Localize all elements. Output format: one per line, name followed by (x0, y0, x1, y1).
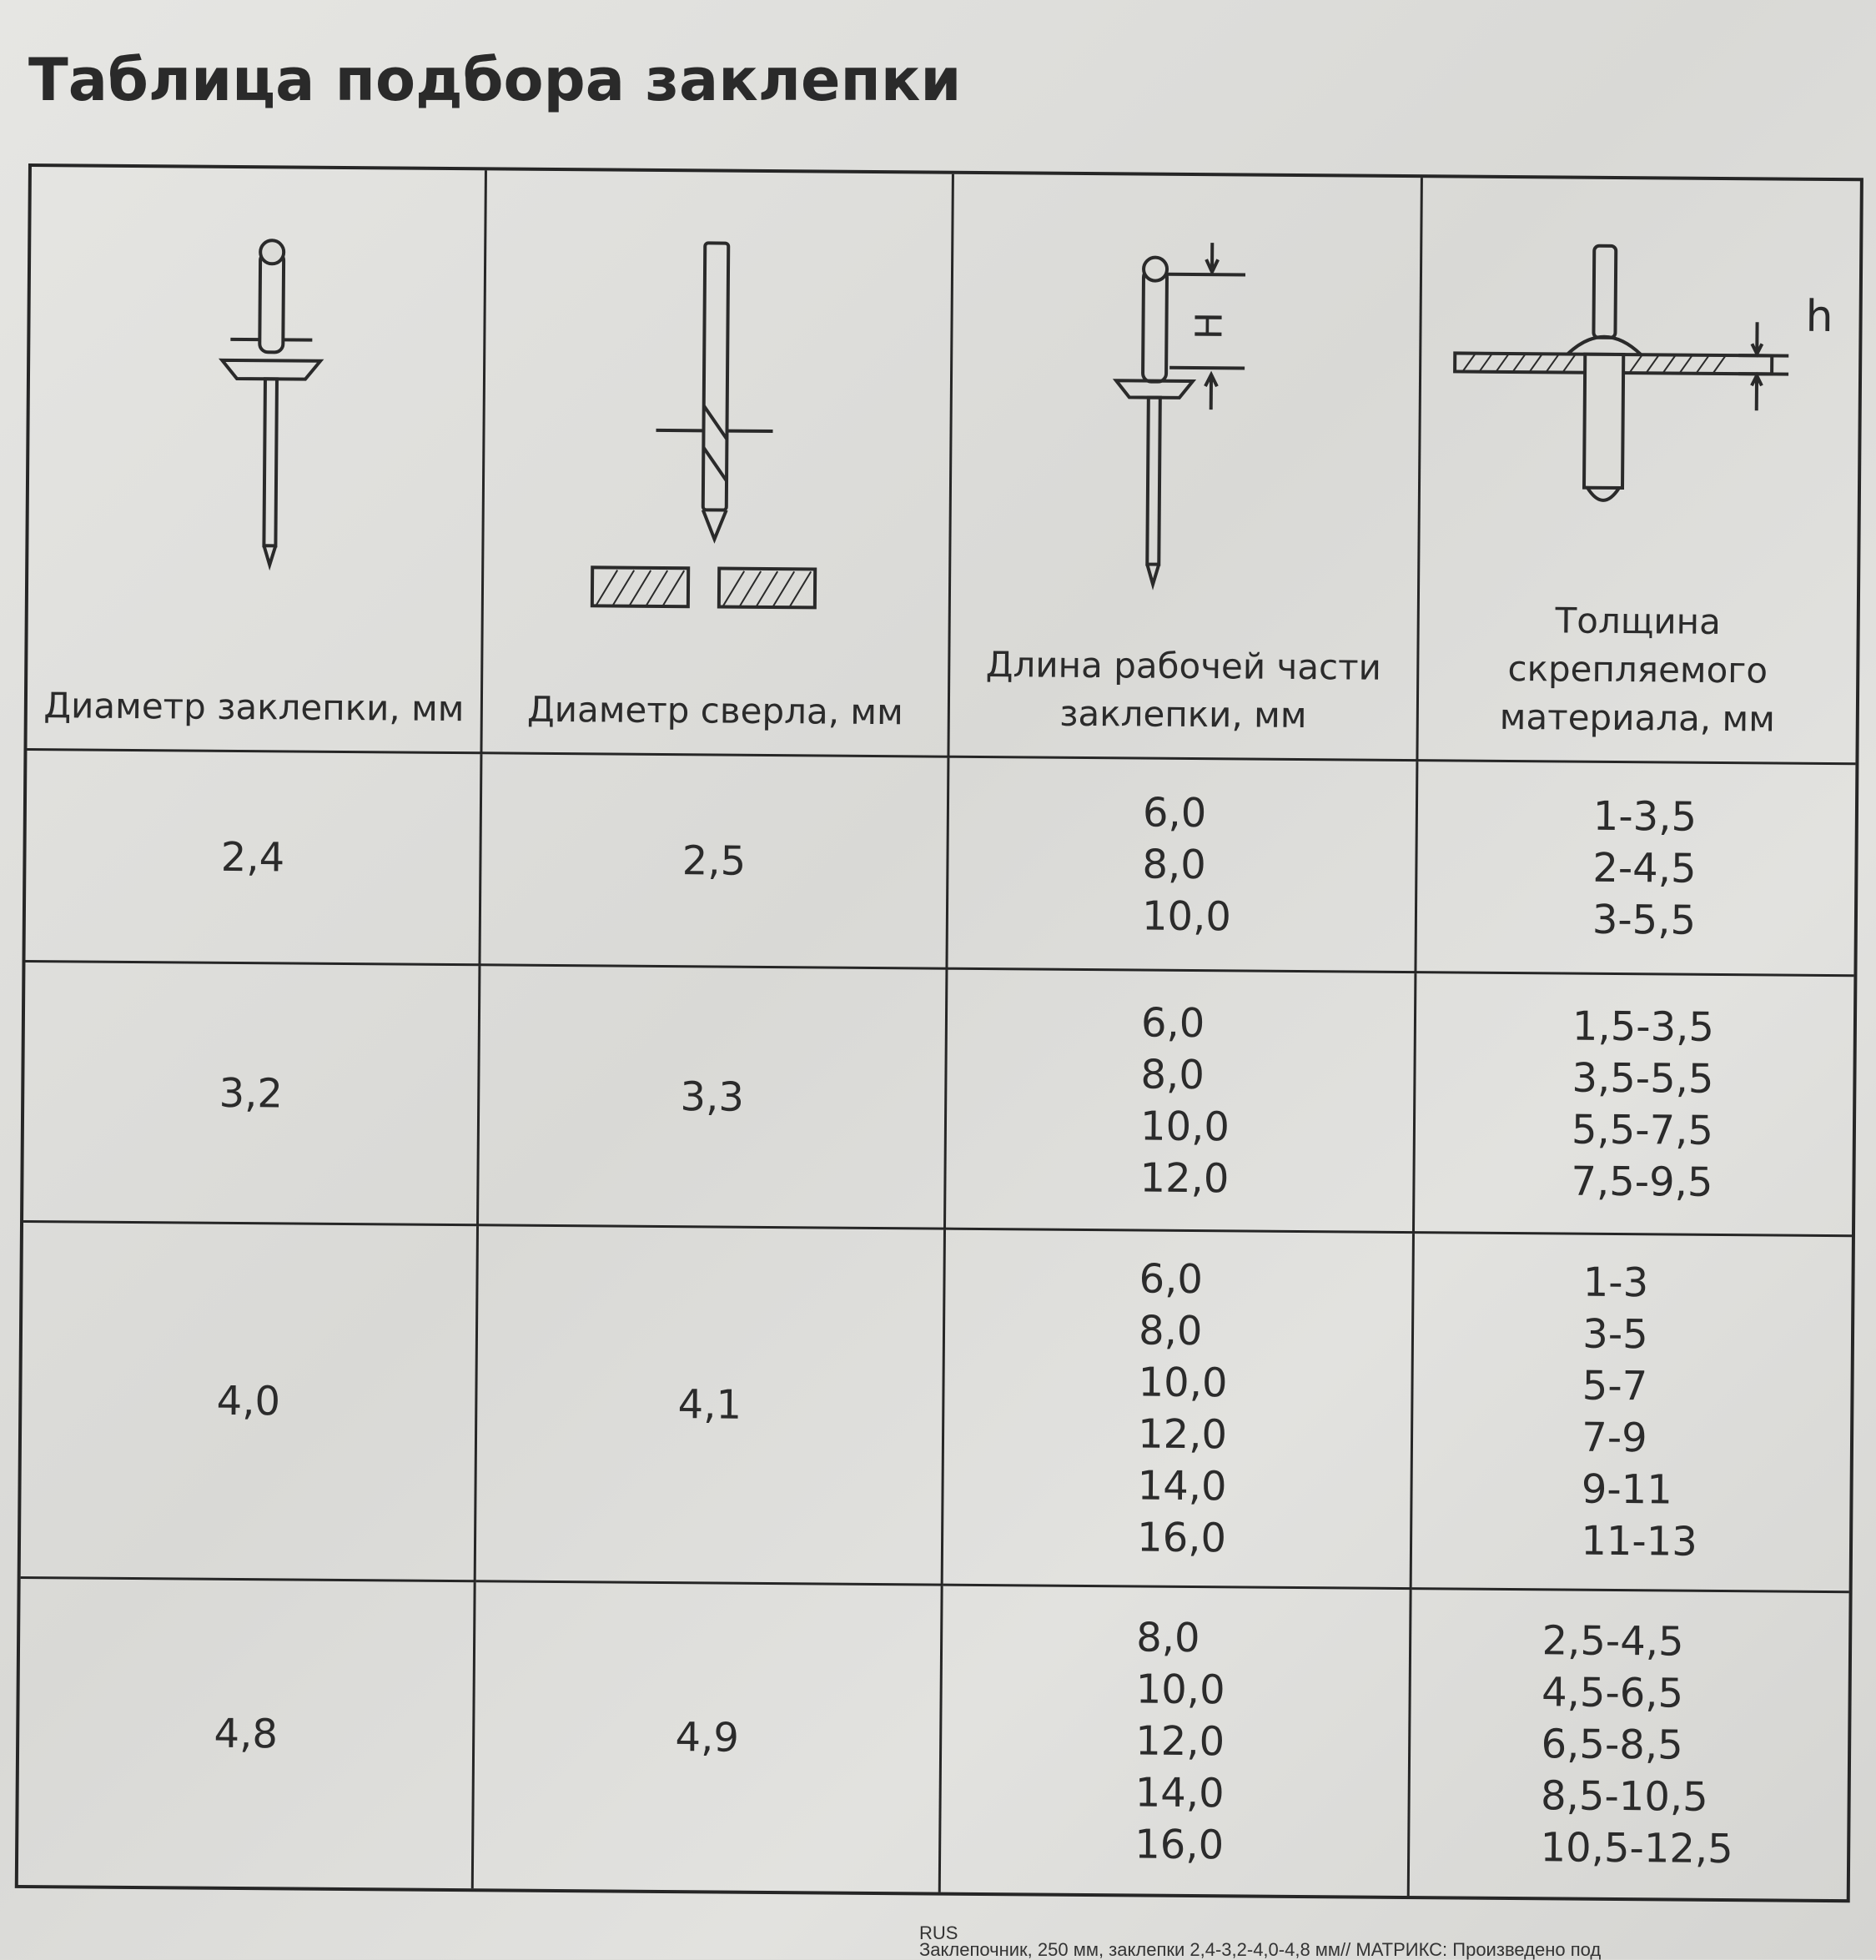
rivet-length-value: 8,0 (1140, 1048, 1205, 1101)
material-thickness-cell (1415, 973, 1853, 1237)
material-thickness-list (1564, 1257, 1699, 1568)
rivet-diameter-value: 4,0 (216, 1378, 280, 1425)
rivet-diameter-cell (21, 1223, 479, 1582)
rivet-length-value: 8,0 (1136, 1611, 1200, 1664)
material-thickness-value: 5-7 (1582, 1360, 1648, 1413)
rivet-length-value: 12,0 (1135, 1715, 1225, 1767)
material-thickness-value: 3-5 (1582, 1309, 1648, 1361)
material-thickness-value: 7-9 (1582, 1412, 1647, 1465)
rivet-length-value: 14,0 (1135, 1767, 1225, 1819)
drill-diameter-value: 3,3 (680, 1073, 744, 1121)
rivet-length-list (1127, 1253, 1229, 1564)
rivet-diameter-value: 4,8 (214, 1710, 278, 1757)
header-label: Толщина скрепляемого материала, мм (1419, 596, 1857, 744)
rivet-diameter-value: 2,4 (221, 833, 285, 881)
rivet-length-value: 8,0 (1139, 1304, 1203, 1357)
material-thickness-value: 9-11 (1582, 1464, 1672, 1516)
footer-note (919, 1925, 1601, 1958)
rivet-length-cell (946, 970, 1416, 1234)
header-material-thickness (1418, 178, 1859, 765)
rivet-length-value: 6,0 (1139, 1254, 1203, 1306)
rivet-length-value: 12,0 (1138, 1408, 1227, 1460)
rivet-length-value: 8,0 (1142, 838, 1206, 891)
rivet-length-value: 12,0 (1139, 1152, 1229, 1204)
rivet-diameter-value: 3,2 (219, 1069, 283, 1117)
rivet-diameter-cell (23, 962, 480, 1226)
header-rivet-diameter (27, 167, 486, 754)
rivet-length-value: 16,0 (1137, 1511, 1226, 1564)
length-marker-label: H (1188, 312, 1230, 339)
rivet-selection-table (15, 163, 1863, 1902)
rivet-length-cell (941, 1586, 1412, 1896)
drill-bit-icon (482, 170, 953, 757)
rivet-length-list (1124, 1611, 1225, 1871)
material-thickness-value: 7,5-9,5 (1571, 1155, 1713, 1208)
material-thickness-icon (1418, 178, 1876, 766)
footer-product-line: Заклепочник, 250 мм, заклепки 2,4-3,2-4,0-4,8 мм// МАТРИКС: Произведено под (919, 1942, 1601, 1958)
material-thickness-cell (1416, 761, 1855, 977)
material-thickness-value: 8,5-10,5 (1541, 1770, 1708, 1823)
header-label: Диаметр сверла, мм (519, 686, 912, 737)
rivet-diameter-cell (25, 751, 482, 966)
header-rivet-length (949, 174, 1422, 761)
drill-diameter-cell (480, 754, 949, 969)
rivet-length-cell (948, 758, 1418, 973)
page-title: Таблица подбора заклепки (28, 46, 961, 114)
drill-diameter-value: 4,1 (677, 1381, 742, 1429)
rivet-length-value: 14,0 (1137, 1460, 1226, 1512)
material-thickness-value: 2-4,5 (1592, 842, 1697, 894)
rivet-diameter-icon (27, 167, 486, 754)
material-thickness-value: 6,5-8,5 (1541, 1718, 1682, 1771)
material-thickness-value: 1-3,5 (1593, 790, 1697, 842)
header-label: Длина рабочей части заклепки, мм (950, 641, 1417, 741)
material-thickness-list (1576, 790, 1697, 946)
footer-language: RUS (919, 1925, 1601, 1942)
drill-diameter-cell (479, 966, 948, 1229)
rivet-length-value: 10,0 (1138, 1356, 1227, 1409)
material-thickness-value: 1,5-3,5 (1572, 1000, 1714, 1053)
header-drill-diameter (482, 170, 953, 757)
rivet-length-cell (943, 1230, 1415, 1590)
rivet-length-value: 10,0 (1142, 890, 1231, 942)
material-thickness-value: 10,5-12,5 (1540, 1822, 1733, 1875)
rivet-length-value: 6,0 (1141, 997, 1205, 1049)
rivet-length-value: 16,0 (1134, 1818, 1224, 1871)
material-thickness-value: 2,5-4,5 (1542, 1615, 1683, 1667)
rivet-length-value: 10,0 (1140, 1100, 1230, 1153)
drill-diameter-cell (474, 1582, 943, 1892)
material-thickness-value: 1-3 (1583, 1257, 1649, 1309)
header-label: Диаметр заклепки, мм (35, 681, 473, 733)
material-thickness-list (1554, 1000, 1714, 1208)
material-thickness-cell (1412, 1234, 1852, 1593)
material-thickness-value: 3,5-5,5 (1572, 1052, 1713, 1104)
material-thickness-value: 11-13 (1581, 1515, 1697, 1568)
rivet-length-list (1132, 787, 1232, 942)
drill-diameter-value: 2,5 (682, 837, 747, 885)
rivet-diameter-cell (18, 1579, 476, 1888)
material-thickness-value: 3-5,5 (1592, 893, 1697, 946)
rivet-length-value: 10,0 (1135, 1663, 1225, 1716)
material-thickness-list (1523, 1615, 1735, 1875)
rivet-length-list (1129, 997, 1230, 1204)
thickness-marker-label: h (1805, 292, 1833, 342)
drill-diameter-value: 4,9 (675, 1714, 739, 1761)
material-thickness-value: 5,5-7,5 (1572, 1103, 1713, 1156)
rivet-length-value: 6,0 (1143, 787, 1207, 839)
material-thickness-value: 4,5-6,5 (1542, 1666, 1683, 1719)
material-thickness-cell (1410, 1590, 1849, 1899)
drill-diameter-cell (476, 1226, 946, 1586)
rivet-length-icon (949, 174, 1422, 761)
